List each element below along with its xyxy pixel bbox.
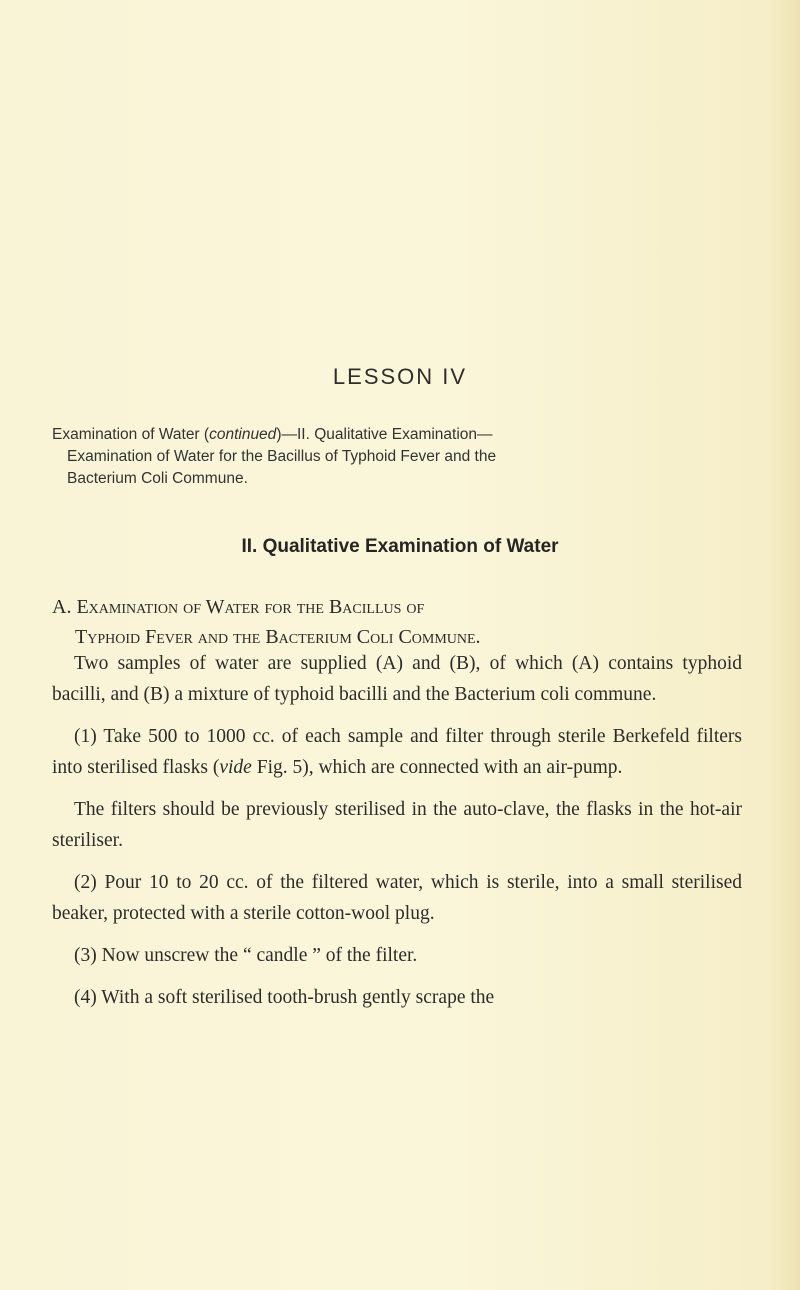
subsection-line-1: A. Examination of Water for the Bacillus of xyxy=(52,596,425,618)
synopsis-line-1-italic: continued xyxy=(209,426,277,443)
paragraph-step-3: (3) Now unscrew the “ candle ” of the filter. xyxy=(74,945,418,966)
body-text xyxy=(52,648,742,1024)
synopsis-line-1 xyxy=(52,426,493,443)
paragraph-step-1-italic: vide xyxy=(219,757,252,778)
section-heading: II. Qualitative Examination of Water xyxy=(241,536,559,557)
synopsis-line-1-pre: Examination of Water ( xyxy=(52,426,210,443)
lesson-synopsis xyxy=(52,424,752,490)
paragraph-step-1-pre: (1) Take 500 to 1000 cc. of each sample and filter through sterile Berkefeld filters into sterilised flasks ( xyxy=(52,726,742,778)
paragraph-samples: Two samples of water are supplied (A) and (B), of which (A) contains typhoid bacilli, and (B) a mixture of typhoid bacilli and the Bacterium coli commune. xyxy=(52,653,742,705)
paragraph-step-1-post: Fig. 5), which are connected with an air-pump. xyxy=(251,757,623,778)
paragraph-step-2: (2) Pour 10 to 20 cc. of the filtered water, which is sterile, into a small sterilised beaker, protected with a sterile cotton-wool plug. xyxy=(52,872,742,924)
synopsis-line-2: Examination of Water for the Bacillus of Typhoid Fever and the xyxy=(67,448,497,465)
lesson-title: LESSON IV xyxy=(332,364,468,389)
subsection-line-2: Typhoid Fever and the Bacterium Coli Commune. xyxy=(75,626,481,648)
synopsis-line-1-post: )—II. Qualitative Examination— xyxy=(276,426,493,443)
synopsis-line-3: Bacterium Coli Commune. xyxy=(67,470,248,487)
subsection-heading xyxy=(52,592,762,652)
paragraph-filters-note: The filters should be previously sterilised in the auto-clave, the flasks in the hot-air steriliser. xyxy=(52,799,742,851)
paragraph-step-4: (4) With a soft sterilised tooth-brush gently scrape the xyxy=(74,987,495,1008)
paragraph-step-1 xyxy=(52,721,742,783)
